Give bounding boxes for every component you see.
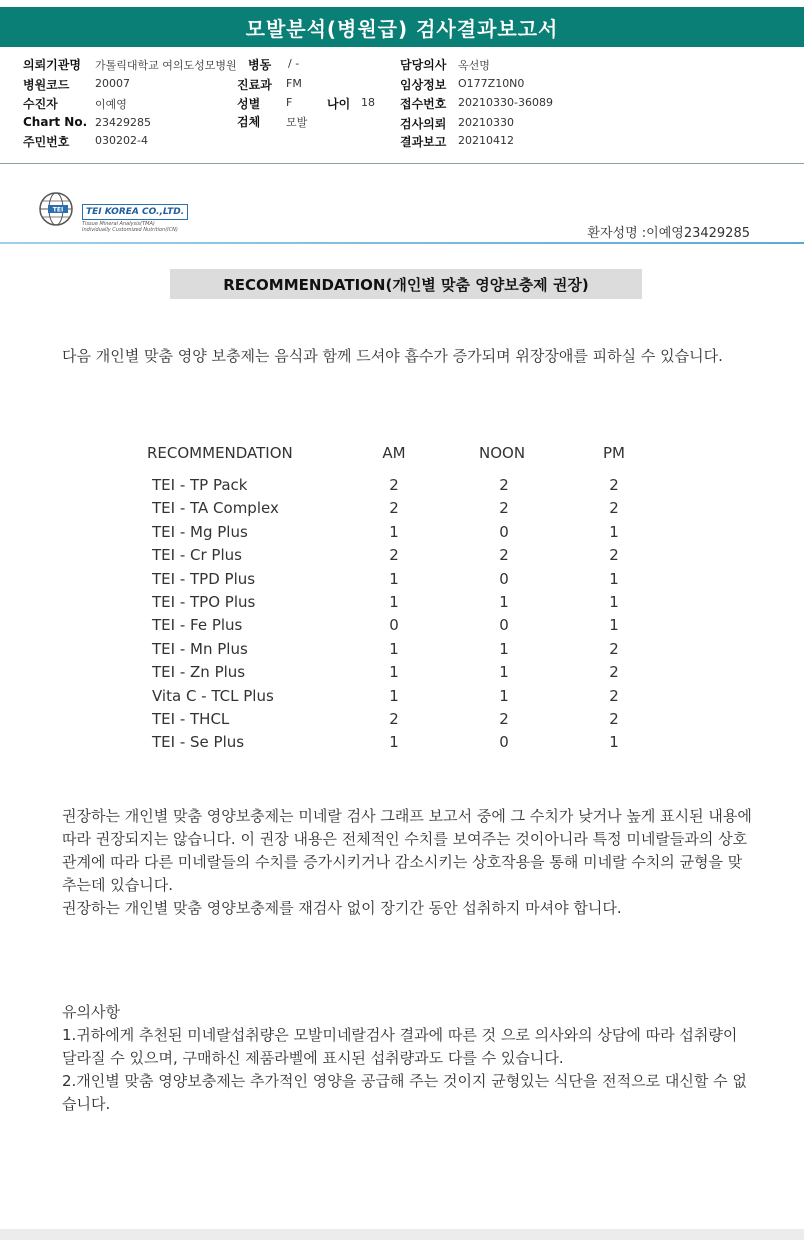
am-dose: 2 [389, 710, 399, 728]
medication-name: TEI - TPD Plus [152, 570, 256, 588]
pm-dose: 1 [609, 593, 619, 611]
receipt-label: 접수번호 [400, 97, 447, 111]
am-dose: 1 [389, 523, 399, 541]
clinical-value: O177Z10N0 [458, 77, 525, 90]
medication-name: Vita C - TCL Plus [152, 687, 274, 705]
am-dose: 1 [389, 570, 399, 588]
pm-dose: 2 [609, 499, 619, 517]
medication-name: TEI - Cr Plus [152, 546, 242, 564]
pm-dose: 2 [609, 687, 619, 705]
dept-label: 진료과 [237, 78, 272, 92]
pm-dose: 2 [609, 546, 619, 564]
result-label: 결과보고 [400, 135, 447, 149]
clinical-label: 임상정보 [400, 78, 447, 92]
age-value: 18 [361, 96, 375, 109]
pm-dose: 1 [609, 523, 619, 541]
tei-logo [38, 191, 218, 231]
institution-label: 의뢰기관명 [23, 58, 81, 72]
header-divider [0, 242, 804, 244]
am-dose: 1 [389, 593, 399, 611]
explanation-text-1: 권장하는 개인별 맞춤 영양보충제는 미네랄 검사 그래프 보고서 중에 그 수치가 낮거나 높게 표시된 내용에 따라 권장되지는 않습니다. 이 권장 내용은 전체적인 수치를 보여주는 것이아니라 특정 미네랄들과의 상호관계에 따라 다른 미네랄들의 수치를 증가시키거나 감소시키는 상호작용을 통해 미네랄 수치의 균형을 맞추는데 있습니다. [62, 807, 752, 894]
id-value: 030202-4 [95, 134, 148, 147]
noon-dose: 2 [499, 710, 509, 728]
am-dose: 2 [389, 476, 399, 494]
sex-label: 성별 [237, 97, 261, 111]
specimen-value: 모발 [286, 116, 308, 129]
am-dose: 0 [389, 616, 399, 634]
noon-dose: 1 [499, 663, 509, 681]
header-noon: NOON [479, 444, 526, 462]
caution-title: 유의사항 [62, 1003, 120, 1021]
medication-name: TEI - THCL [152, 710, 230, 728]
am-dose: 1 [389, 640, 399, 658]
pm-dose: 2 [609, 663, 619, 681]
chart-no-value: 23429285 [95, 116, 151, 129]
globe-icon [38, 191, 74, 227]
intro-text: 다음 개인별 맞춤 영양 보충제는 음식과 함께 드셔야 흡수가 증가되며 위장장애를 피하실 수 있습니다. [62, 347, 723, 365]
caution-item-1: 1.귀하에게 추천된 미네랄섭취량은 모발미네랄검사 결과에 따른 것 으로 의사와의 상담에 따라 섭취량이 달라질 수 있으며, 구매하신 제품라벨에 표시된 섭취량과도 다를 수 있습니다. [62, 1026, 738, 1067]
noon-dose: 2 [499, 476, 509, 494]
noon-dose: 2 [499, 546, 509, 564]
am-dose: 2 [389, 499, 399, 517]
header-pm: PM [603, 444, 625, 462]
medication-name: TEI - Mg Plus [152, 523, 248, 541]
ward-label: 병동 [248, 58, 272, 72]
pm-dose: 1 [609, 733, 619, 751]
dept-value: FM [286, 77, 302, 90]
doctor-label: 담당의사 [400, 58, 447, 72]
doctor-value: 옥선명 [458, 59, 490, 72]
noon-dose: 0 [499, 616, 509, 634]
medication-name: TEI - Zn Plus [152, 663, 246, 681]
medication-name: TEI - Fe Plus [152, 616, 243, 634]
medication-name: TEI - TA Complex [152, 499, 279, 517]
pm-dose: 1 [609, 616, 619, 634]
footer-bar [0, 1229, 804, 1240]
am-dose: 1 [389, 733, 399, 751]
age-label: 나이 [327, 97, 351, 111]
noon-dose: 0 [499, 733, 509, 751]
caution-item-2: 2.개인별 맞춤 영양보충제는 추가적인 영양을 공급해 주는 것이지 균형있는 식단을 전적으로 대신할 수 없습니다. [62, 1072, 747, 1113]
noon-dose: 0 [499, 570, 509, 588]
logo-sub-line-1: Tissue Mineral Analysis(TMA) [82, 221, 155, 227]
pm-dose: 2 [609, 640, 619, 658]
sex-value: F [286, 96, 293, 109]
hospital-code-label: 병원코드 [23, 78, 70, 92]
noon-dose: 1 [499, 640, 509, 658]
report-title: 모발분석(병원급) 검사결과보고서 [0, 7, 804, 47]
medication-name: TEI - Se Plus [152, 733, 245, 751]
medication-name: TEI - TPO Plus [152, 593, 256, 611]
header-am: AM [382, 444, 406, 462]
explanation-text-2: 권장하는 개인별 맞춤 영양보충제를 재검사 없이 장기간 동안 섭취하지 마셔야 합니다. [62, 899, 622, 917]
patient-name-line: 환자성명 :이예영23429285 [587, 226, 750, 241]
divider [0, 163, 804, 164]
header-recommendation: RECOMMENDATION [147, 444, 293, 462]
logo-subtitle [82, 221, 178, 233]
noon-dose: 1 [499, 593, 509, 611]
medication-name: TEI - Mn Plus [152, 640, 248, 658]
am-dose: 1 [389, 663, 399, 681]
result-value: 20210412 [458, 134, 514, 147]
specimen-label: 검체 [237, 115, 261, 129]
pm-dose: 2 [609, 710, 619, 728]
am-dose: 1 [389, 687, 399, 705]
request-label: 검사의뢰 [400, 117, 447, 131]
logo-sub-line-2: Individually Customized Nutrition(ICN) [82, 227, 178, 233]
medication-name: TEI - TP Pack [152, 476, 248, 494]
chart-no-label: Chart No. [23, 115, 88, 129]
pm-dose: 1 [609, 570, 619, 588]
examinee-label: 수진자 [23, 97, 58, 111]
noon-dose: 0 [499, 523, 509, 541]
noon-dose: 2 [499, 499, 509, 517]
pm-dose: 2 [609, 476, 619, 494]
noon-dose: 1 [499, 687, 509, 705]
hospital-code-value: 20007 [95, 77, 130, 90]
id-label: 주민번호 [23, 135, 70, 149]
patient-info-panel [0, 47, 804, 165]
logo-brand: TEI KOREA CO.,LTD. [82, 204, 188, 220]
examinee-value: 이예영 [95, 98, 127, 111]
request-value: 20210330 [458, 116, 514, 129]
institution-value: 가톨릭대학교 여의도성모병원 [95, 59, 237, 72]
am-dose: 2 [389, 546, 399, 564]
svg-text:TEI: TEI [52, 206, 64, 214]
receipt-value: 20210330-36089 [458, 96, 553, 109]
ward-value: / - [288, 57, 300, 70]
section-title: RECOMMENDATION(개인별 맞춤 영양보충제 권장) [170, 269, 642, 299]
